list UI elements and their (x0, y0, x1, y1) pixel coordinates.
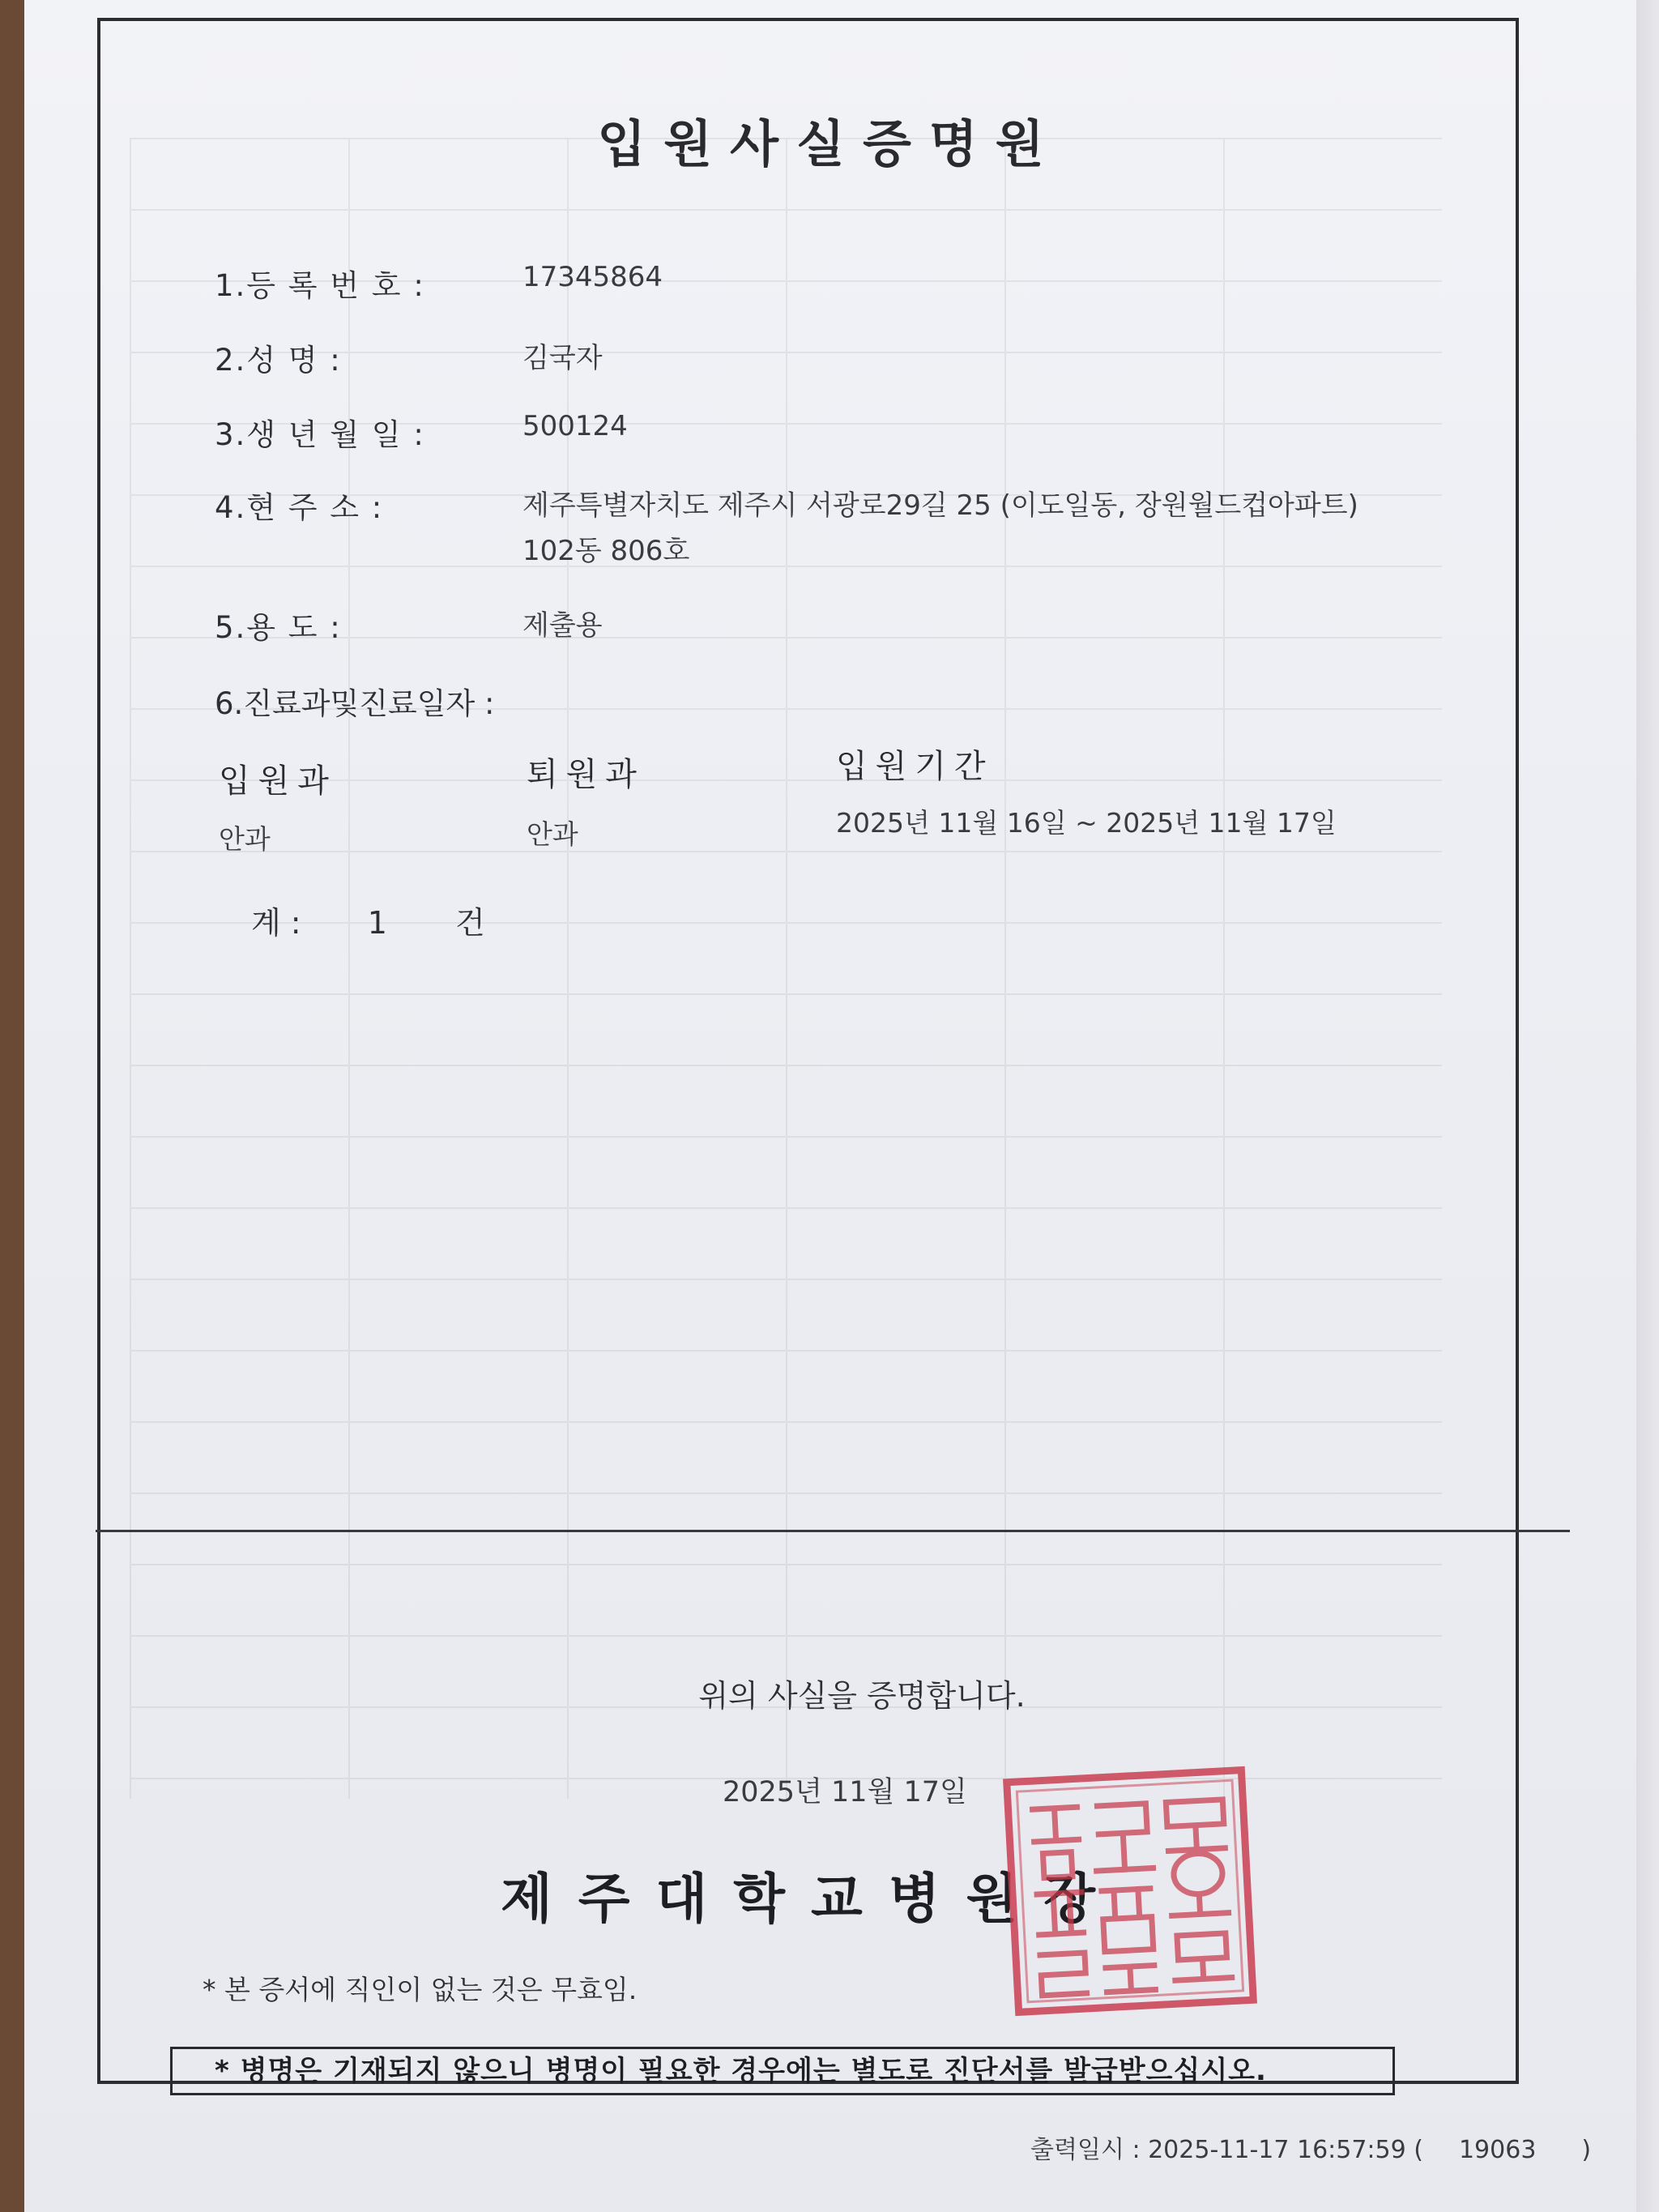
header-discharge-dept: 퇴원과 (527, 756, 645, 793)
header-admit-dept: 입원과 (219, 762, 337, 800)
field-birth-date (215, 410, 628, 454)
print-timestamp (1030, 2129, 1591, 2165)
row-admission-period: 2025년 11월 16일 ~ 2025년 11월 17일 (836, 807, 1337, 839)
field-label: 6.진료과및진료일자 : (215, 686, 495, 721)
field-address (215, 483, 1358, 568)
invalid-without-seal-note: * 본 증서에 직인이 없는 것은 무효임. (203, 1974, 638, 2005)
section-divider (96, 1530, 1570, 1532)
count-value: 1 (367, 905, 387, 941)
field-label: 2.성 명 : (215, 343, 342, 378)
official-seal-stamp (998, 1761, 1261, 2021)
diagnosis-notice-box: * 병명은 기재되지 않으니 병명이 필요한 경우에는 별도로 진단서를 발급받으십시오. (170, 2047, 1395, 2095)
header-admission-period: 입원기간 (836, 748, 994, 785)
field-value-line2: 102동 806호 (522, 535, 690, 567)
print-close: ) (1581, 2136, 1592, 2164)
document-title: 입원사실증명원 (597, 114, 1062, 173)
count-label: 계 : (251, 905, 301, 941)
print-label: 출력일시 : 2025-11-17 16:57:59 ( (1030, 2136, 1423, 2164)
field-registration-number (215, 261, 663, 305)
issuer-name: 제주대학교병원장 (501, 1867, 1122, 1930)
field-value: 500124 (522, 410, 628, 442)
total-count (251, 898, 485, 942)
count-unit: 건 (454, 905, 485, 941)
field-value: 17345864 (522, 261, 663, 293)
field-label: 5.용 도 : (215, 610, 342, 645)
field-name (215, 335, 603, 379)
field-label: 4.현 주 소 : (215, 490, 384, 525)
field-value: 김국자 (522, 342, 603, 374)
field-department-dates (215, 679, 494, 723)
row-discharge-dept: 안과 (527, 818, 578, 850)
field-value: 제출용 (522, 609, 603, 642)
row-admit-dept: 안과 (219, 823, 271, 855)
certify-statement: 위의 사실을 증명합니다. (698, 1678, 1026, 1714)
print-code: 19063 (1458, 2136, 1537, 2164)
field-value: 제주특별자치도 제주시 서광로29길 25 (이도일동, 장원월드컵아파트) (522, 489, 1358, 522)
issue-date: 2025년 11월 17일 (723, 1776, 967, 1808)
field-label: 3.생 년 월 일 : (215, 417, 425, 452)
field-label: 1.등 록 번 호 : (215, 268, 425, 303)
field-purpose (215, 603, 603, 647)
